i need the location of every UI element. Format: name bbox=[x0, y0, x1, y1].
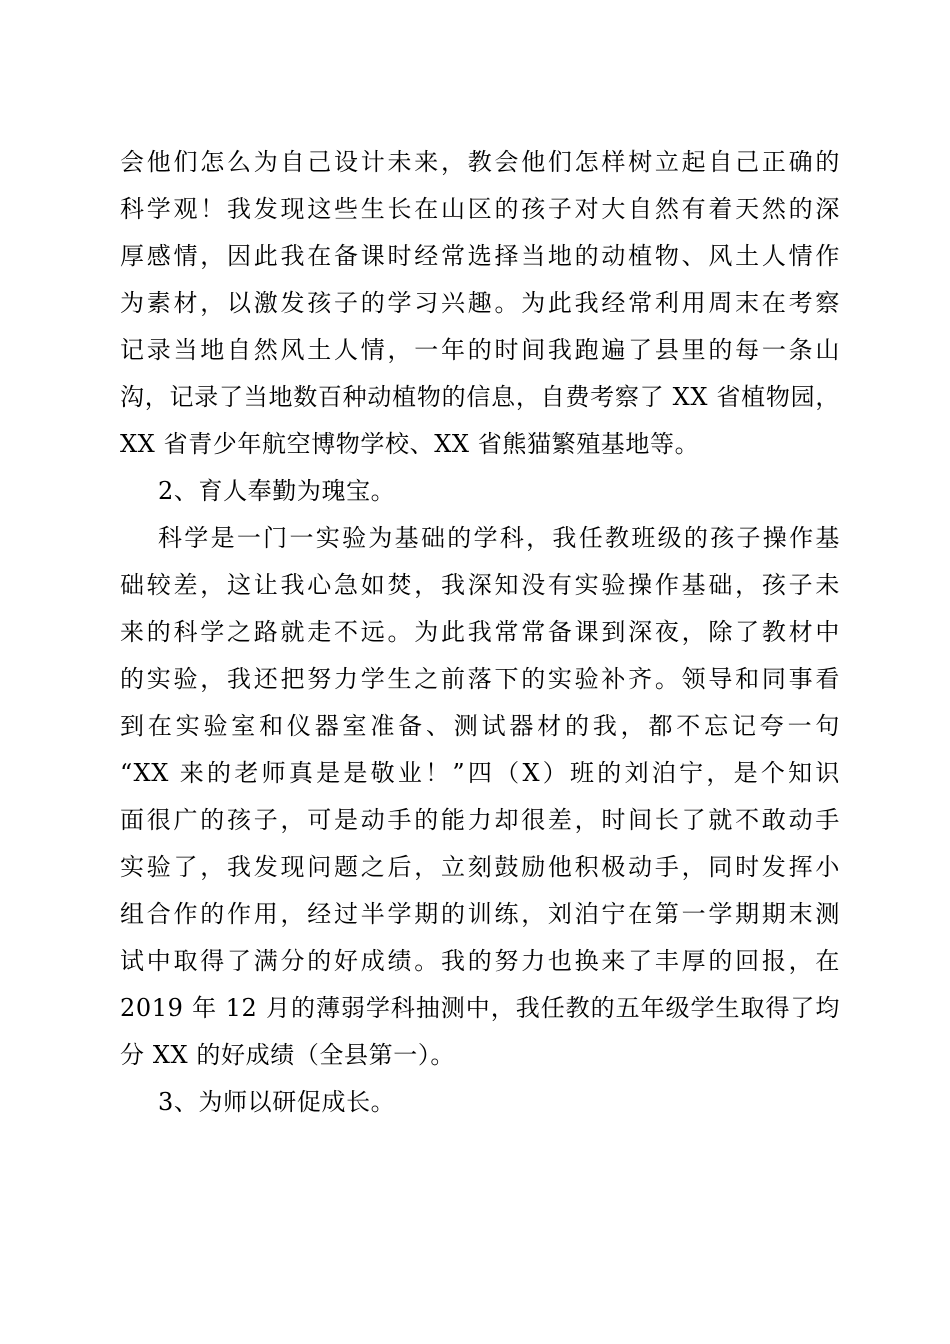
text-line: 会他们怎么为自己设计未来，教会他们怎样树立起自己正确的 bbox=[120, 148, 840, 176]
text-line: 础较差，这让我心急如焚，我深知没有实验操作基础，孩子未 bbox=[120, 571, 840, 599]
text-line: 到在实验室和仪器室准备、测试器材的我，都不忘记夸一句 bbox=[120, 712, 840, 740]
text-line: 为素材，以激发孩子的学习兴趣。为此我经常利用周末在考察 bbox=[120, 289, 840, 317]
section-heading: 2、育人奉勤为瑰宝。 bbox=[158, 477, 396, 505]
text-line: 组合作的作用，经过半学期的训练，刘泊宁在第一学期期末测 bbox=[120, 900, 840, 928]
text-line: 分 XX 的好成绩（全县第一）。 bbox=[120, 1041, 456, 1069]
text-line: 科学观！我发现这些生长在山区的孩子对大自然有着天然的深 bbox=[120, 195, 840, 223]
text-line: 科学是一门一实验为基础的学科，我任教班级的孩子操作基 bbox=[158, 524, 840, 552]
text-line: 来的科学之路就走不远。为此我常常备课到深夜，除了教材中 bbox=[120, 618, 840, 646]
text-line: 实验了，我发现问题之后，立刻鼓励他积极动手，同时发挥小 bbox=[120, 853, 840, 881]
text-line: “XX 来的老师真是是敬业！”四（X）班的刘泊宁，是个知识 bbox=[120, 759, 840, 787]
text-line: 2019 年 12 月的薄弱学科抽测中，我任教的五年级学生取得了均 bbox=[120, 994, 840, 1022]
text-line: 记录当地自然风土人情，一年的时间我跑遍了县里的每一条山 bbox=[120, 336, 840, 364]
text-line: 厚感情，因此我在备课时经常选择当地的动植物、风土人情作 bbox=[120, 242, 840, 270]
text-line: 沟，记录了当地数百种动植物的信息，自费考察了 XX 省植物园， bbox=[120, 383, 840, 411]
text-line: 面很广的孩子，可是动手的能力却很差，时间长了就不敢动手 bbox=[120, 806, 840, 834]
text-line: 试中取得了满分的好成绩。我的努力也换来了丰厚的回报，在 bbox=[120, 947, 840, 975]
text-line: 的实验，我还把努力学生之前落下的实验补齐。领导和同事看 bbox=[120, 665, 840, 693]
section-heading: 3、为师以研促成长。 bbox=[158, 1088, 396, 1116]
text-line: XX 省青少年航空博物学校、XX 省熊猫繁殖基地等。 bbox=[120, 430, 700, 458]
